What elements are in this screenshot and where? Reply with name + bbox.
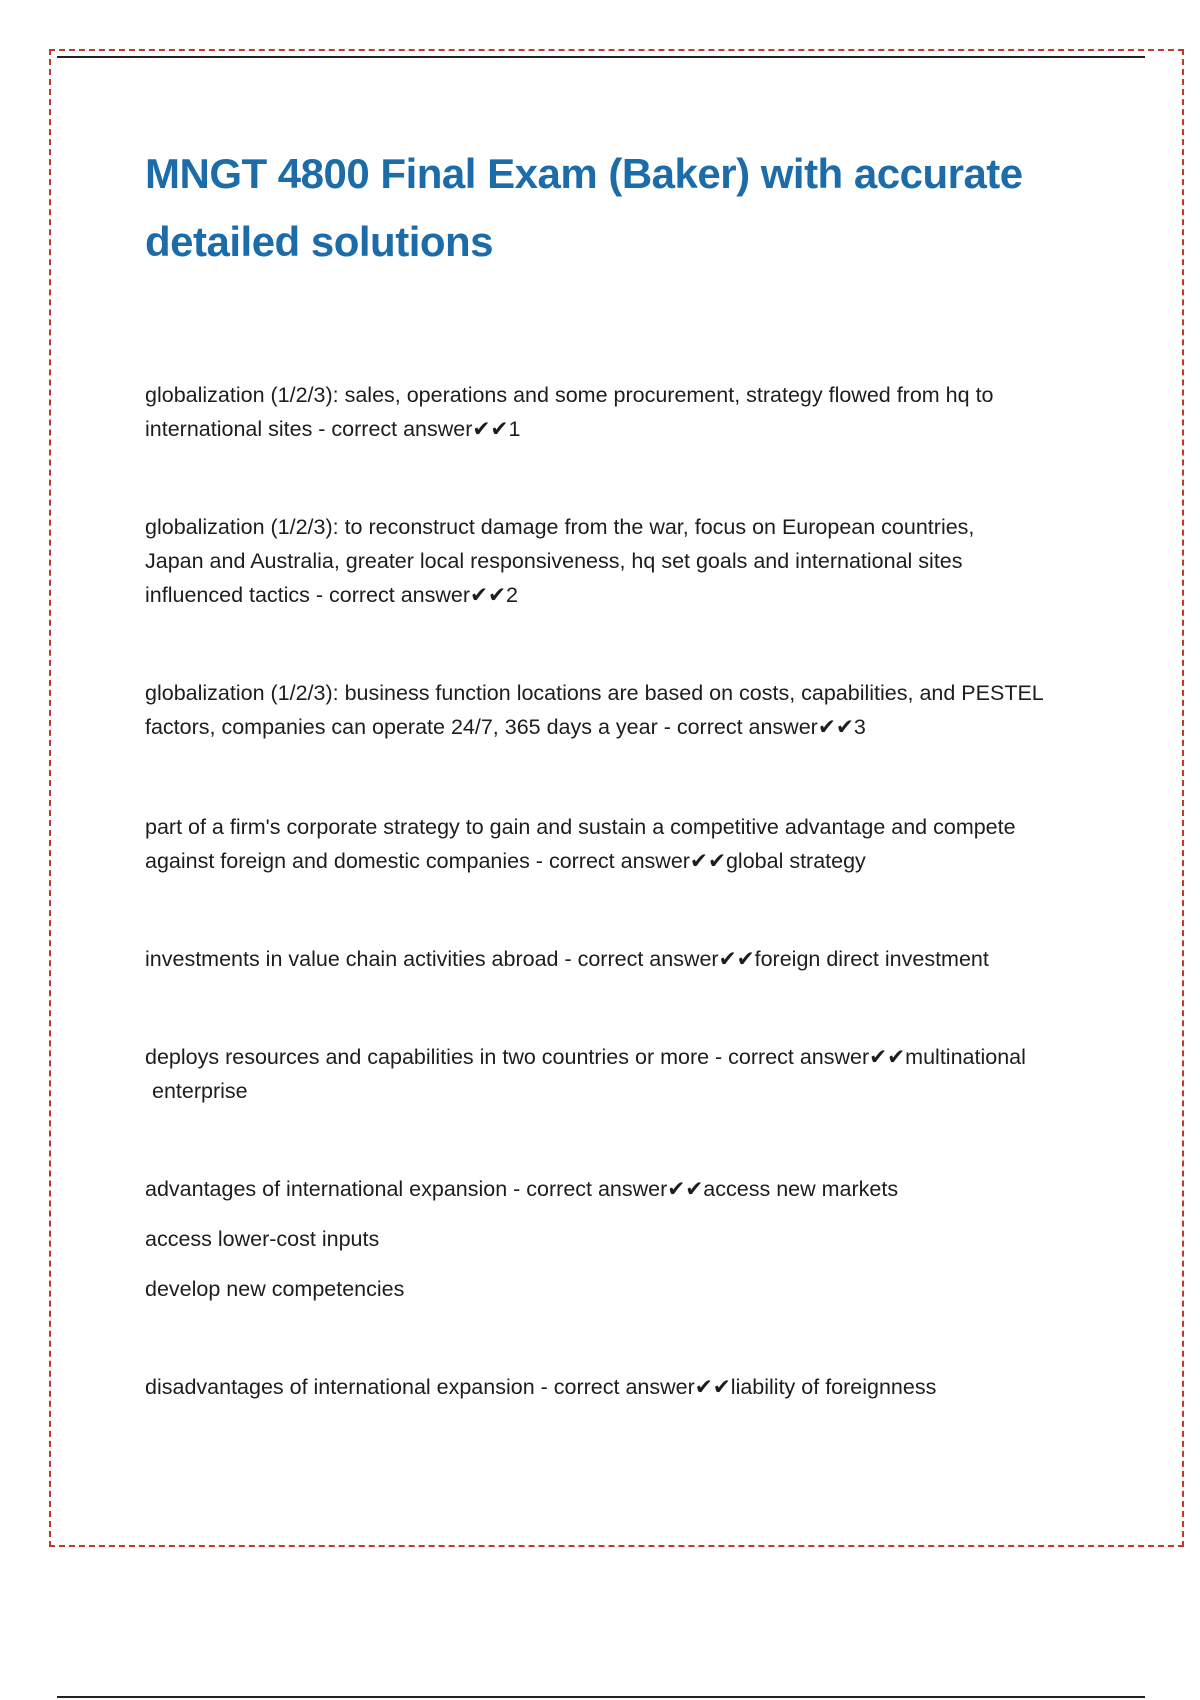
qa-1-line-2: international sites - correct answer✔✔1: [145, 417, 521, 441]
qa-entry-6: [145, 1040, 1095, 1108]
qa-entry-7: [145, 1172, 1095, 1306]
document-body: [145, 378, 1095, 1404]
qa-7-line-1: advantages of international expansion - correct answer✔✔access new markets: [145, 1177, 899, 1201]
qa-4-line-2: against foreign and domestic companies - correct answer✔✔global strategy: [145, 849, 866, 873]
qa-6-line-1: deploys resources and capabilities in two countries or more - correct answer✔✔multinational: [145, 1045, 1026, 1069]
qa-entry-8: [145, 1370, 1095, 1404]
qa-entry-1: [145, 378, 1095, 446]
qa-3-line-2: factors, companies can operate 24/7, 365 days a year - correct answer✔✔3: [145, 715, 866, 739]
qa-2-line-3: influenced tactics - correct answer✔✔2: [145, 583, 519, 607]
qa-7-line-2: access lower-cost inputs: [145, 1227, 380, 1251]
qa-entry-5: [145, 942, 1095, 976]
qa-6-line-2: enterprise: [152, 1079, 248, 1103]
qa-7-line-3: develop new competencies: [145, 1277, 405, 1301]
qa-2-line-1: globalization (1/2/3): to reconstruct damage from the war, focus on European countries,: [145, 515, 975, 539]
qa-entry-2: [145, 510, 1095, 612]
qa-entry-4: [145, 810, 1095, 878]
qa-8-line-1: disadvantages of international expansion - correct answer✔✔liability of foreignness: [145, 1375, 937, 1399]
qa-4-line-1: part of a firm's corporate strategy to gain and sustain a competitive advantage and compete: [145, 815, 1016, 839]
qa-3-line-1: globalization (1/2/3): business function locations are based on costs, capabilities, and PESTEL: [145, 681, 1044, 705]
qa-entry-3: [145, 676, 1095, 744]
qa-2-line-2: Japan and Australia, greater local responsiveness, hq set goals and international sites: [145, 549, 963, 573]
qa-1-line-1: globalization (1/2/3): sales, operations and some procurement, strategy flowed from hq to: [145, 383, 994, 407]
footer-rule: [57, 1696, 1145, 1698]
qa-5-line-1: investments in value chain activities abroad - correct answer✔✔foreign direct investment: [145, 947, 989, 971]
header-rule: [57, 56, 1145, 58]
document-title: MNGT 4800 Final Exam (Baker) with accurate detailed solutions: [145, 150, 1023, 265]
